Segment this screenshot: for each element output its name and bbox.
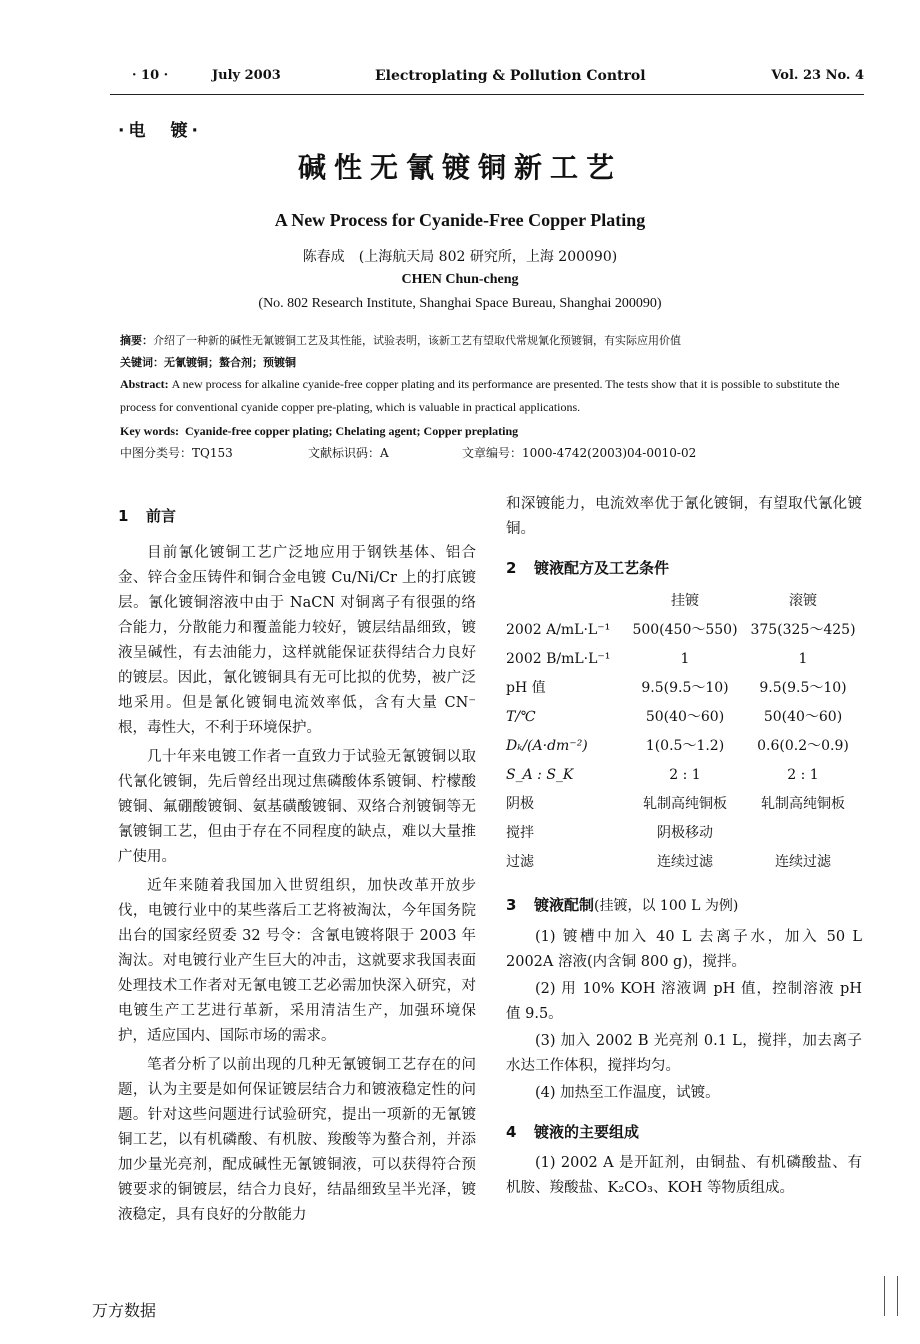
table-row: 2002 B/mL·L⁻¹ 1 1 (506, 651, 808, 667)
author-chinese: 陈春成 (上海航天局 802 研究所，上海 200090) (302, 249, 618, 265)
table-row: T/℃ 50(40～60) 50(40～60) (506, 709, 843, 725)
author-english: CHEN Chun-cheng (401, 272, 519, 287)
table-row: 2002 A/mL·L⁻¹ 500(450～550) 375(325～425) (506, 622, 856, 638)
keywords-en-label: Key words: (120, 424, 179, 438)
keywords-chinese (120, 352, 864, 374)
section-4-heading: 4 镀液的主要组成 (506, 1123, 640, 1141)
table-row: S_A : S_K 2 : 1 2 : 1 (506, 767, 819, 783)
header-rule (110, 94, 864, 95)
table-row: 阴极 轧制高纯铜板 轧制高纯铜板 (506, 796, 845, 812)
abstract-cn-text: 介绍了一种新的碱性无氰镀铜工艺及其性能，试验表明，该新工艺有望取代常规氰化预镀铜，有实际应用价值 (153, 334, 681, 347)
section-1-paragraph-4: 笔者分析了以前出现的几种无氰镀铜工艺存在的问题，认为主要是如何保证镀层结合力和镀液稳定性的问题。针对这些问题进行试验研究，提出一项新的无氰镀铜工艺，以有机磷酸、有机胺、羧酸等为螯合剂，并添加少量光亮剂，配成碱性无氰镀铜液，可以获得符合预镀要求的铜镀层，结合力良好，结晶细致呈半光泽，镀液稳定，具有良好的分散能力 (118, 1057, 476, 1223)
section-3-heading: 3 镀液配制(挂镀，以 100 L 为例) (506, 896, 739, 914)
table-row: 过滤 连续过滤 连续过滤 (506, 854, 831, 870)
clc-number: 中图分类号：TQ153 (120, 446, 233, 460)
section-3-step-2: (2) 用 10% KOH 溶液调 pH 值，控制溶液 pH 值 9.5。 (506, 981, 862, 1022)
article-number: 文章编号：1000-4742(2003)04-0010-02 (462, 446, 697, 460)
keywords-cn-text: 无氰镀铜；螯合剂；预镀铜 (164, 356, 296, 369)
bath-conditions-table (506, 587, 862, 877)
margin-marks (884, 1276, 898, 1316)
section-1-paragraph-1: 目前氰化镀铜工艺广泛地应用于钢铁基体、铝合金、锌合金压铸件和铜合金电镀 Cu/Ni/Cr 上的打底镀层。氰化镀铜溶液中由于 NaCN 对铜离子有很强的络合能力，分散能力和覆盖能力较好，镀层结晶细致，镀液呈碱性，有去油能力，这样就能保证获得结合力良好的镀层。因此，氰化镀铜具有无可比拟的优势，被广泛地采用。但是氰化镀铜电流效率低，含有大量 CN⁻ 根，毒性大，不利于环境保护。 (118, 545, 476, 736)
document-code: 文献标识码：A (308, 446, 389, 460)
section-tag: ·电 镀· (118, 121, 202, 141)
title-english: A New Process for Cyanide-Free Copper Plating (274, 210, 646, 230)
table-row: pH 值 9.5(9.5～10) 9.5(9.5～10) (506, 680, 847, 696)
keywords-en-text: Cyanide-free copper plating; Chelating agent; Copper preplating (185, 424, 519, 438)
keywords-english (120, 420, 864, 443)
running-header (110, 68, 864, 92)
right-column (506, 492, 862, 1201)
section-1-heading: 1 前言 (118, 507, 177, 525)
title-chinese: 碱性无氰镀铜新工艺 (297, 151, 622, 184)
section-3-step-1: (1) 镀槽中加入 40 L 去离子水，加入 50 L 2002A 溶液(内含铜 800 g)，搅拌。 (506, 929, 862, 970)
table-header-row (506, 587, 862, 616)
section-2-heading: 2 镀液配方及工艺条件 (506, 559, 670, 577)
issue-date: July 2003 (212, 68, 281, 83)
volume-info: Vol. 23 No. 4 (771, 68, 864, 83)
footer-watermark: 万方数据 (92, 1301, 157, 1320)
abstract-chinese (120, 330, 864, 352)
section-3-step-4: (4) 加热至工作温度，试镀。 (535, 1085, 720, 1101)
affiliation-english: (No. 802 Research Institute, Shanghai Space Bureau, Shanghai 200090) (258, 296, 662, 311)
journal-name: Electroplating & Pollution Control (375, 68, 646, 84)
abstract-en-label: Abstract: (120, 377, 169, 391)
section-4-item-1: (1) 2002 A 是开缸剂，由铜盐、有机磷酸盐、有机胺、羧酸盐、K₂CO₃、KOH 等物质组成。 (506, 1155, 862, 1196)
page-number: · 10 · (132, 68, 169, 83)
keywords-cn-label: 关键词： (120, 356, 164, 369)
column-barrel-plating: 滚镀 (789, 593, 817, 609)
left-column (118, 504, 476, 1228)
section-3-step-3: (3) 加入 2002 B 光亮剂 0.1 L，搅拌，加去离子水达工作体积，搅拌均匀。 (506, 1033, 862, 1074)
table-row: Dₖ/(A·dm⁻²) 1(0.5～1.2) 0.6(0.2～0.9) (506, 738, 849, 754)
abstract-en-text: A new process for alkaline cyanide-free copper plating and its performance are presented. The tests show that it is possible to substitute the process for conventional cyanide copper pre-plating, which is valuable in practical applications. (120, 377, 840, 414)
column-rack-plating: 挂镀 (671, 593, 699, 609)
abstract-english (120, 373, 864, 419)
section-1-paragraph-4-continued: 和深镀能力，电流效率优于氰化镀铜，有望取代氰化镀铜。 (506, 496, 862, 537)
abstract-cn-label: 摘要： (120, 334, 153, 347)
section-1-paragraph-3: 近年来随着我国加入世贸组织，加快改革开放步伐，电镀行业中的某些落后工艺将被淘汰，今年国务院出台的国家经贸委 32 号令：含氰电镀将限于 2003 年淘汰。对电镀行业产生巨大的冲击，这就要求我国表面处理技术工作者对无氰电镀工艺必需加快深入研究，对电镀生产工艺进行革新，采用清洁生产，加强环境保护，适应国内、国际市场的需求。 (118, 878, 476, 1044)
table-row: 搅拌 阴极移动 (506, 825, 713, 841)
section-1-paragraph-2: 几十年来电镀工作者一直致力于试验无氰镀铜以取代氰化镀铜，先后曾经出现过焦磷酸体系镀铜、柠檬酸镀铜、氟硼酸镀铜、氨基磺酸镀铜、双络合剂镀铜等无氰镀铜工艺，但由于存在不同程度的缺点，难以大量推广使用。 (118, 749, 476, 865)
